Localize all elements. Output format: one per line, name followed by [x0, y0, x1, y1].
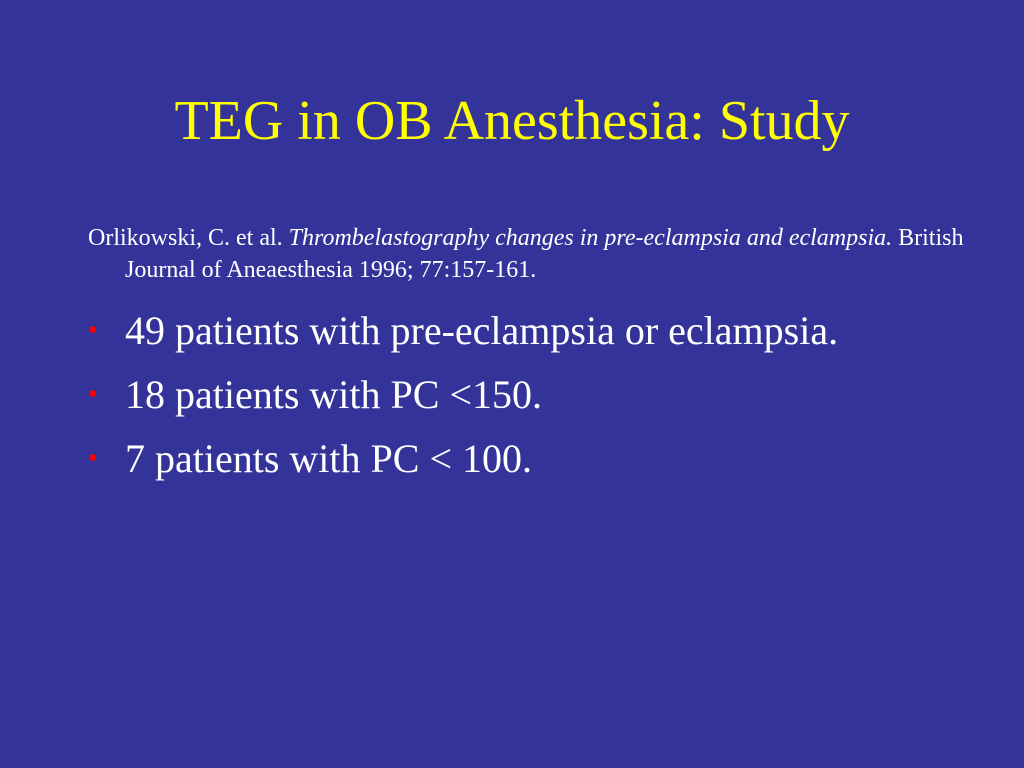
slide-title: TEG in OB Anesthesia: Study	[174, 90, 850, 152]
bullet-text: 49 patients with pre-eclampsia or eclampsia.	[125, 308, 839, 353]
bullet-text: 18 patients with PC <150.	[125, 372, 543, 417]
citation-journal: British Journal of Aneaesthesia 1996; 77:157-161.	[125, 225, 964, 283]
bullet-list	[88, 306, 948, 498]
citation	[88, 222, 985, 286]
bullet-marker: •	[88, 379, 98, 410]
bullet-marker: •	[88, 315, 98, 346]
citation-article-title: Thrombelastography changes in pre-eclampsia and eclampsia.	[288, 225, 893, 251]
citation-authors: Orlikowski, C. et al.	[88, 225, 283, 251]
bullet-text: 7 patients with PC < 100.	[125, 436, 533, 481]
bullet-marker: •	[88, 443, 98, 474]
bullet-item	[88, 370, 948, 420]
bullet-item	[88, 434, 948, 484]
bullet-item	[88, 306, 948, 356]
